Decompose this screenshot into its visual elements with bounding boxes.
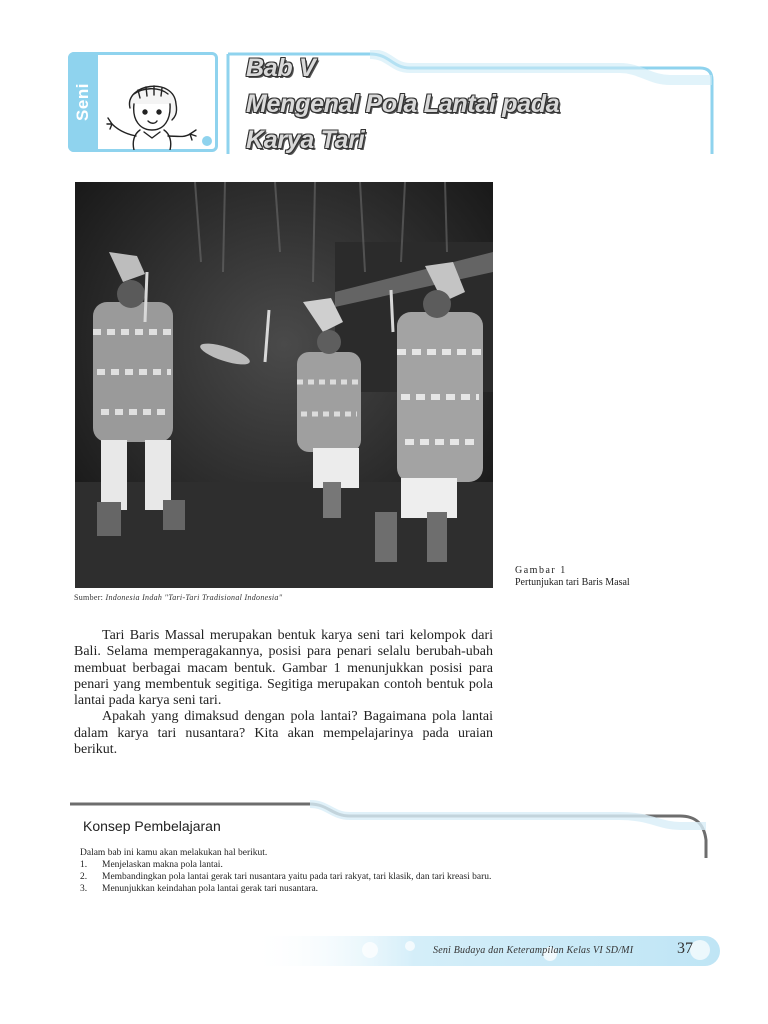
chapter-title-line-2: Karya Tari (246, 126, 365, 154)
concept-title: Konsep Pembelajaran (83, 818, 221, 834)
concept-item-text: Membandingkan pola lantai gerak tari nusantara yaitu pada tari rakyat, tari klasik, dan tari kreasi baru. (102, 872, 492, 882)
footer-book-title: Seni Budaya dan Keterampilan Kelas VI SD/MI (433, 945, 634, 956)
decorative-dot (202, 136, 212, 146)
concept-item-number: 2. (80, 872, 88, 882)
figure-caption: Pertunjukan tari Baris Masal (515, 577, 630, 588)
figure-label: Gambar 1 (515, 565, 567, 576)
photo-source-prefix: Sumber: (74, 593, 106, 602)
concept-item-text: Menjelaskan makna pola lantai. (102, 860, 223, 870)
concept-item-number: 1. (80, 860, 88, 870)
subject-label: Seni Tari (73, 83, 120, 121)
body-paragraph-1: Tari Baris Massal merupakan bentuk karya seni tari kelompok dari Bali. Selama memperagakannya, posisi para penari selalu berubah-ubah membuat berbagai macam bentuk. Gambar 1 menunjukkan posisi para penari yang membentuk segitiga. Segitiga merupakan contoh bentuk pola lantai pada karya seni tari. (74, 628, 493, 709)
photo-source (74, 593, 282, 602)
body-paragraph-2: Apakah yang dimaksud dengan pola lantai? Bagaimana pola lantai dalam karya tari nusantara? Kita akan mempelajarinya pada uraian berikut. (74, 709, 493, 758)
baris-dancers-illustration (75, 182, 493, 588)
concept-item-text: Menunjukkan keindahan pola lantai gerak tari nusantara. (102, 884, 319, 894)
dance-photo (75, 182, 493, 588)
concept-item-number: 3. (80, 884, 88, 894)
child-mascot-illustration (104, 74, 200, 150)
page-number: 37 (677, 940, 693, 957)
chapter-number: Bab V (246, 54, 316, 82)
body-text (74, 628, 493, 758)
chapter-title-line-1: Mengenal Pola Lantai pada (246, 90, 560, 118)
photo-source-title: Indonesia Indah "Tari-Tari Tradisional Indonesia" (105, 593, 283, 602)
concept-item (80, 884, 318, 894)
concept-intro: Dalam bab ini kamu akan melakukan hal berikut. (80, 848, 268, 858)
concept-item (80, 872, 491, 882)
concept-item (80, 860, 223, 870)
